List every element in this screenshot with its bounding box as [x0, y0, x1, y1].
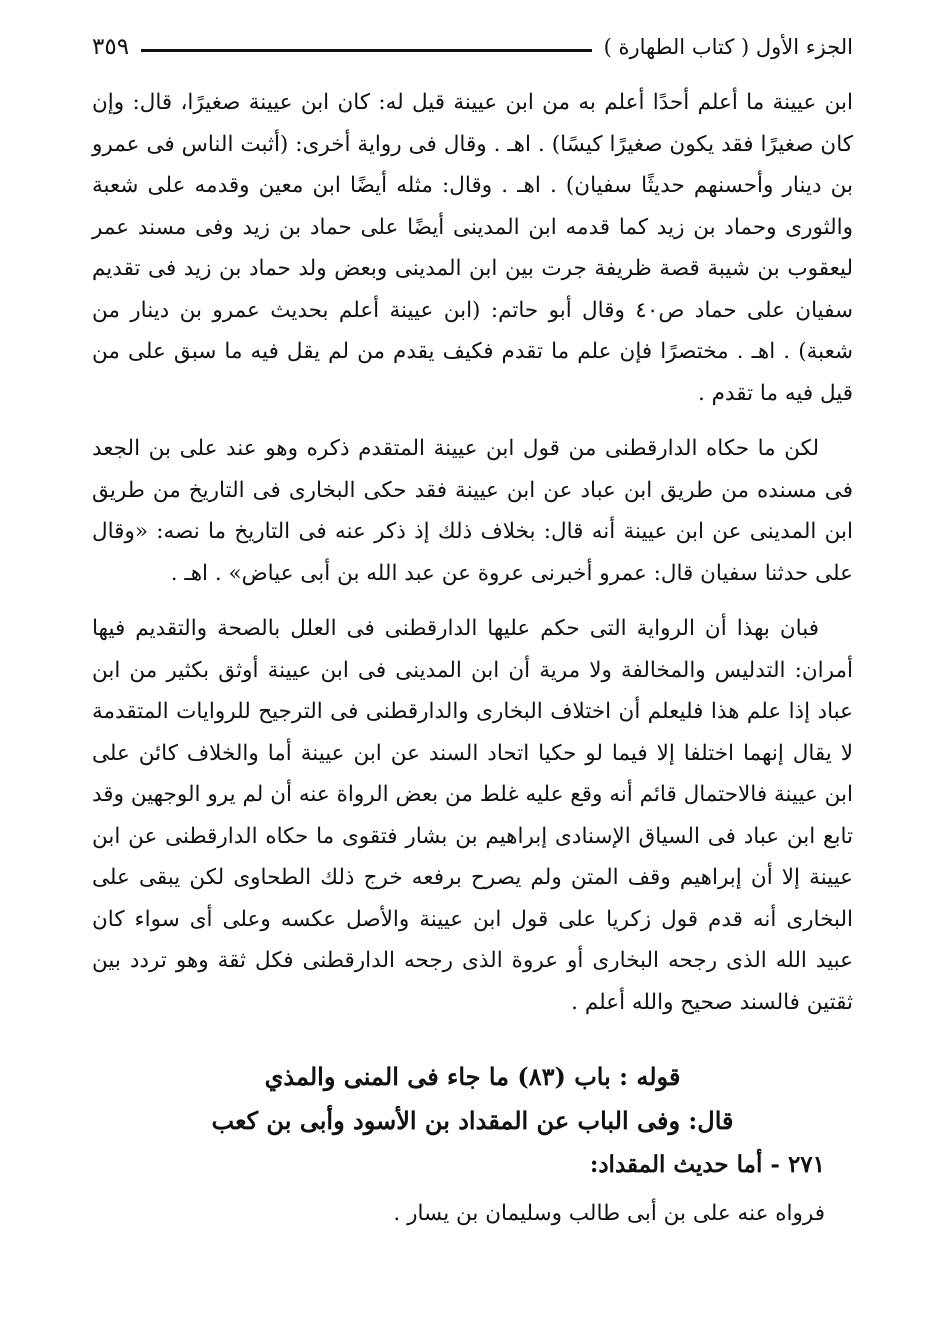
body-text — [92, 82, 853, 1023]
running-header-title: الجزء الأول ( كتاب الطهارة ) — [603, 35, 853, 59]
chapter-subheading: قال: وفى الباب عن المقداد بن الأسود وأبى بن كعب — [211, 1106, 734, 1135]
paragraph-3: فبان بهذا أن الرواية التى حكم عليها الدارقطنى فى العلل بالصحة والتقديم فيها أمران: التدليس والمخالفة ولا مرية أن ابن المدينى فى ابن عيينة أوثق بكثير من ابن عباد إذا علم هذا فليعلم أن اختلاف البخارى والدارقطنى فى الترجيح للروايات المتقدمة لا يقال إنهما اختلفا إلا فيما لو حكيا اتحاد السند عن ابن عيينة أما والخلاف كائن على ابن عيينة فالاحتمال قائم أنه وقع عليه غلط من بعض الرواة عنه أن لم يرو الوجهين وقد تابع ابن عباد فى السياق الإسنادى إبراهيم بن بشار فتقوى ما حكاه الدارقطنى عن ابن عيينة إلا أن إبراهيم وقف المتن ولم يصرح برفعه خرج ذلك الطحاوى لكن يبقى على البخارى أنه قدم قول زكريا على قول ابن عيينة والأصل عكسه وعلى أى سواء كان عبيد الله الذى رجحه البخارى أو عروة الذى رجحه الدارقطنى فكل ثقة وهو تردد بين ثقتين فالسند صحيح والله أعلم . — [92, 616, 853, 1015]
paragraph-1: ابن عيينة ما أعلم أحدًا أعلم به من ابن عيينة قيل له: كان ابن عيينة صغيرًا، قال: وإن كان صغيرًا فقد يكون صغيرًا كيسًا) . اهـ . وقال فى رواية أخرى: (أثبت الناس فى عمرو بن دينار وأحسنهم حديثًا سفيان) . اهـ . وقال: مثله أيضًا ابن معين وقدمه على شعبة والثورى وحماد بن زيد كما قدمه ابن المدينى أيضًا على حماد بن زيد وفى مسند عمر ليعقوب بن شيبة قصة ظريفة جرت بين ابن المدينى وبعض ولد حماد بن زيد فى تقديم سفيان على حماد ص٤٠ وقال أبو حاتم: (ابن عيينة أعلم بحديث عمرو بن دينار من شعبة) . اهـ . مختصرًا فإن علم ما تقدم فكيف يقدم من لم يقل فيه ما سبق على من قيل فيه ما تقدم . — [92, 90, 853, 406]
hadith-heading: ٢٧١ - أما حديث المقداد: — [589, 1151, 825, 1178]
paragraph-2: لكن ما حكاه الدارقطنى من قول ابن عيينة المتقدم ذكره وهو عند على بن الجعد فى مسنده من طريق ابن عباد عن ابن عيينة فقد حكى البخارى فى التاريخ من طريق ابن المدينى عن ابن عيينة أنه قال: بخلاف ذلك إذ ذكر عنه فى التاريخ ما نصه: «وقال على حدثنا سفيان قال: عمرو أخبرنى عروة عن عبد الله بن أبى عياض» . اهـ . — [92, 436, 853, 586]
chapter-heading: قوله : باب (٨٣) ما جاء فى المنى والمذي — [264, 1062, 681, 1091]
hadith-text: فرواه عنه على بن أبى طالب وسليمان بن يسار . — [393, 1201, 825, 1226]
chapter-section — [92, 1055, 853, 1237]
page-number: ٣٥٩ — [92, 34, 130, 60]
running-header — [92, 30, 853, 64]
header-rule — [141, 49, 592, 52]
